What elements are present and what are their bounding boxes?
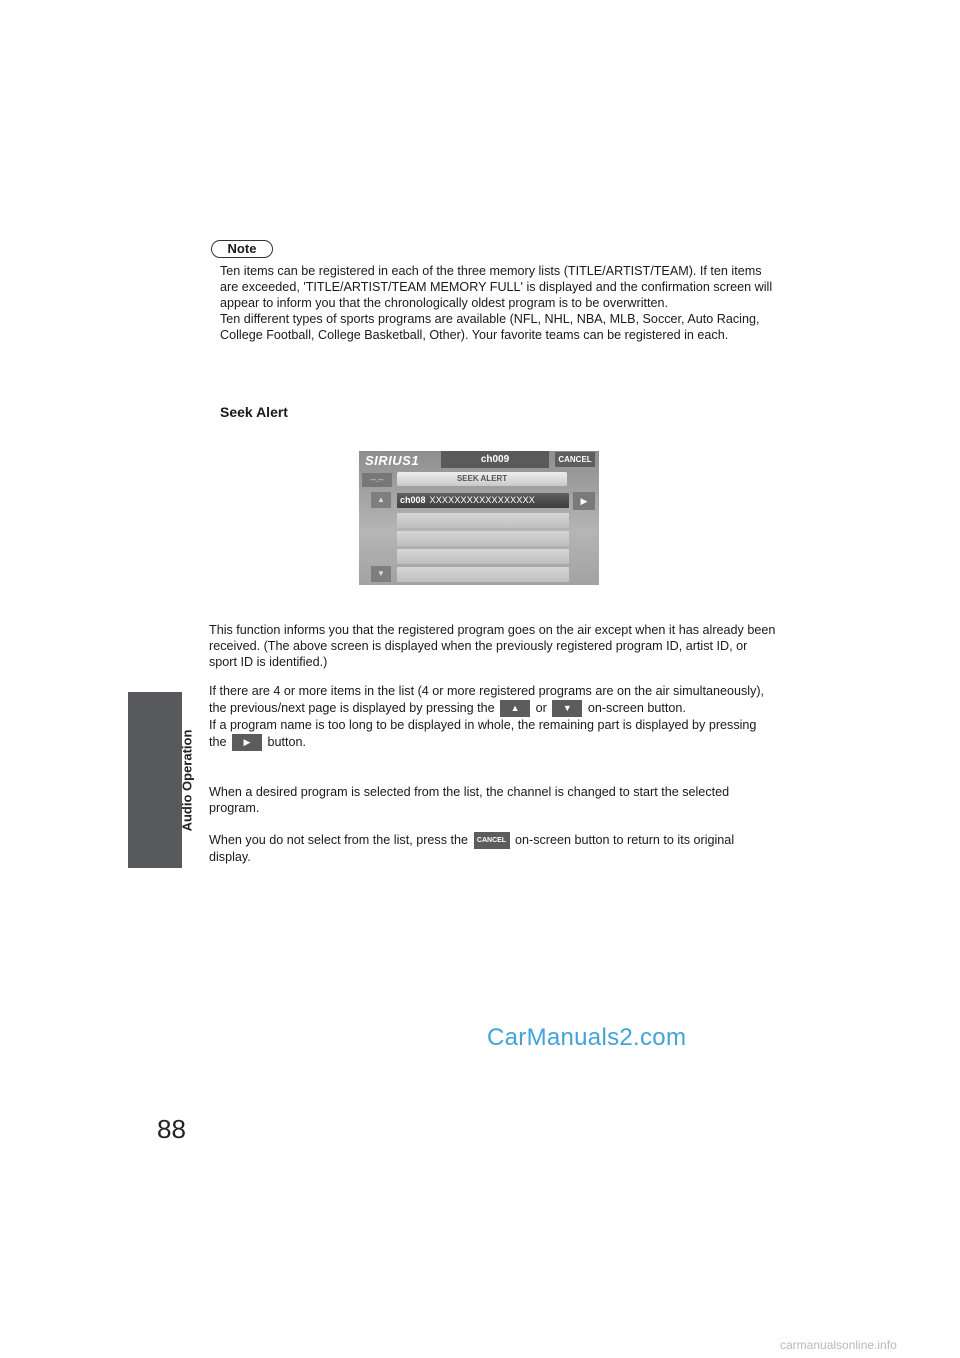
text-run: on-screen button to return to its original display.	[209, 833, 735, 865]
cancel-button-icon: CANCEL	[474, 832, 510, 849]
note-text	[220, 263, 776, 343]
screen-down-button: ▼	[371, 566, 391, 582]
body-text	[209, 832, 777, 866]
page-number: 88	[157, 1114, 186, 1144]
body-paragraph-1	[209, 622, 777, 670]
text-run: on-screen button.	[587, 701, 686, 715]
next-button-icon: ▶	[232, 734, 262, 751]
text-run: button.	[267, 735, 307, 750]
note-paragraph: Ten items can be registered in each of the three memory lists (TITLE/ARTIST/TEAM). If ten items are exceeded, 'TITLE/ARTIST/TEAM MEMORY FULL' is displayed and the confirmation screen will appear to inform you that the chronologically oldest program is to be overwritten.	[220, 264, 773, 310]
down-button-icon: ▼	[552, 700, 582, 717]
screen-seek-alert-label: SEEK ALERT	[397, 472, 567, 486]
screen-title: SIRIUS1	[365, 453, 420, 468]
body-text	[209, 717, 777, 751]
screen-list-row	[397, 567, 569, 582]
text-run: If a program name is too long to be displayed in whole, the remaining part is displayed by pressing the	[209, 718, 757, 750]
section-heading: Seek Alert	[220, 404, 288, 420]
screen-row-channel: ch008	[400, 495, 426, 505]
screen-list-row	[397, 549, 569, 564]
note-paragraph: Ten different types of sports programs are available (NFL, NHL, NBA, MLB, Soccer, Auto Racing, College Football, College Basketball, Other). Your favorite teams can be registered in each.	[220, 312, 760, 342]
screen-up-button: ▲	[371, 492, 391, 508]
body-paragraph-2	[209, 683, 777, 751]
screen-next-button: ▶	[573, 492, 595, 510]
screen-mini-label: --.--	[362, 473, 392, 487]
watermark: CarManuals2.com	[487, 1024, 687, 1051]
screen-list-row	[397, 531, 569, 546]
body-text: This function informs you that the registered program goes on the air except when it has already been received. (The above screen is displayed when the previously registered program ID, artist ID, or sport ID is identified.)	[209, 623, 776, 669]
screen-list-row	[397, 493, 569, 508]
screen-channel: ch009	[441, 451, 549, 468]
text-run: or	[535, 701, 547, 715]
note-badge: Note	[211, 240, 273, 258]
text-run: If there are 4 or more items in the list (4 or more registered programs are on the air simultaneously), the previous/next page is displayed by pressing the	[209, 684, 765, 715]
up-button-icon: ▲	[500, 700, 530, 717]
seek-alert-screen-illustration	[359, 451, 599, 585]
screen-list-row	[397, 513, 569, 528]
body-paragraph-4	[209, 784, 777, 816]
text-run: When you do not select from the list, press the	[209, 833, 468, 847]
section-tab-label-wrap	[128, 692, 195, 868]
section-label: Audio Operation	[179, 729, 195, 831]
body-paragraph-5	[209, 832, 777, 866]
screen-cancel-button: CANCEL	[555, 452, 595, 467]
footer-watermark: carmanualsonline.info	[780, 1338, 897, 1352]
screen-row-name: XXXXXXXXXXXXXXXXX	[429, 495, 535, 505]
body-text	[209, 683, 777, 717]
body-text: When a desired program is selected from the list, the channel is changed to start the selected program.	[209, 785, 730, 815]
